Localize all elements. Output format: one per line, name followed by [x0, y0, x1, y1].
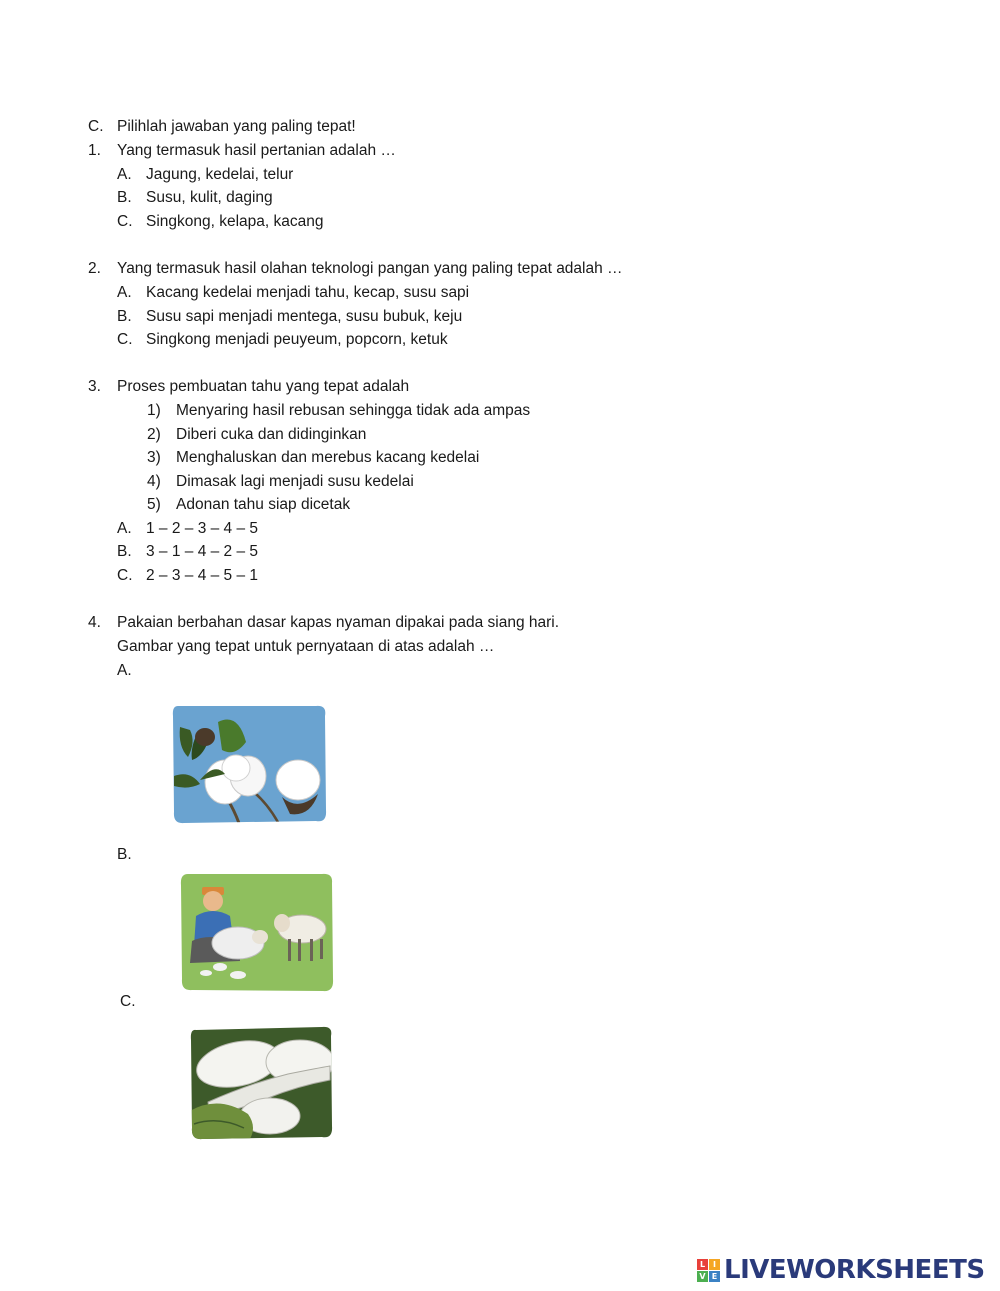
step-text: Menghaluskan dan merebus kacang kedelai — [176, 449, 480, 466]
question-text: Pakaian berbahan dasar kapas nyaman dipakai pada siang hari. — [117, 614, 560, 631]
question-4-subtext: Gambar yang tepat untuk pernyataan di atas adalah … — [117, 638, 495, 655]
option-letter: A. — [117, 520, 132, 537]
option-text: Singkong, kelapa, kacang — [146, 213, 324, 230]
question-text: Yang termasuk hasil olahan teknologi pangan yang paling tepat adalah … — [117, 260, 623, 277]
option-text: Singkong menjadi peuyeum, popcorn, ketuk — [146, 331, 448, 348]
option-letter: B. — [117, 543, 132, 560]
logo-mark-icon — [697, 1259, 720, 1282]
option-letter: C. — [117, 213, 133, 230]
step-number: 3) — [147, 449, 161, 466]
step-text: Diberi cuka dan didinginkan — [176, 426, 367, 443]
question-number: 4. — [88, 614, 101, 631]
step-number: 5) — [147, 496, 161, 513]
section-marker: C. — [88, 118, 104, 135]
option-text: Jagung, kedelai, telur — [146, 166, 294, 183]
option-text: 2 – 3 – 4 – 5 – 1 — [146, 567, 259, 584]
section-instruction: Pilihlah jawaban yang paling tepat! — [117, 118, 356, 135]
option-4c-letter[interactable]: C. — [120, 993, 136, 1010]
sheep-shearing-svg — [178, 871, 336, 993]
option-text: 1 – 2 – 3 – 4 – 5 — [146, 520, 259, 537]
silkworm-cocoon-image[interactable] — [188, 1024, 334, 1142]
question-text: Proses pembuatan tahu yang tepat adalah — [117, 378, 410, 395]
option-text: Susu, kulit, daging — [146, 189, 273, 206]
option-letter: A. — [117, 166, 132, 183]
cotton-plant-image[interactable] — [170, 702, 328, 826]
step-number: 1) — [147, 402, 161, 419]
option-4b-letter[interactable]: B. — [117, 846, 132, 863]
logo-letter-v: V — [697, 1271, 708, 1282]
silkworm-cocoon-svg — [188, 1024, 334, 1142]
question-text: Yang termasuk hasil pertanian adalah … — [117, 142, 396, 159]
step-number: 2) — [147, 426, 161, 443]
option-4a-letter[interactable]: A. — [117, 662, 132, 679]
question-number: 3. — [88, 378, 101, 395]
option-letter: B. — [117, 189, 132, 206]
step-text: Adonan tahu siap dicetak — [176, 496, 351, 513]
option-text: Susu sapi menjadi mentega, susu bubuk, keju — [146, 308, 463, 325]
option-letter: C. — [117, 567, 133, 584]
option-text: 3 – 1 – 4 – 2 – 5 — [146, 543, 259, 560]
question-number: 2. — [88, 260, 101, 277]
option-letter: B. — [117, 308, 132, 325]
sheep-shearing-image[interactable] — [178, 871, 336, 993]
cotton-plant-svg — [170, 702, 328, 826]
logo-letter-e: E — [709, 1271, 720, 1282]
step-text: Menyaring hasil rebusan sehingga tidak ada ampas — [176, 402, 531, 419]
logo-letter-i: I — [709, 1259, 720, 1270]
logo-letter-l: L — [697, 1259, 708, 1270]
step-text: Dimasak lagi menjadi susu kedelai — [176, 473, 414, 490]
step-number: 4) — [147, 473, 161, 490]
liveworksheets-logo[interactable] — [697, 1255, 985, 1285]
question-number: 1. — [88, 142, 101, 159]
option-letter: A. — [117, 284, 132, 301]
option-text: Kacang kedelai menjadi tahu, kecap, susu sapi — [146, 284, 470, 301]
option-letter: C. — [117, 331, 133, 348]
logo-text: LIVEWORKSHEETS — [724, 1255, 985, 1285]
